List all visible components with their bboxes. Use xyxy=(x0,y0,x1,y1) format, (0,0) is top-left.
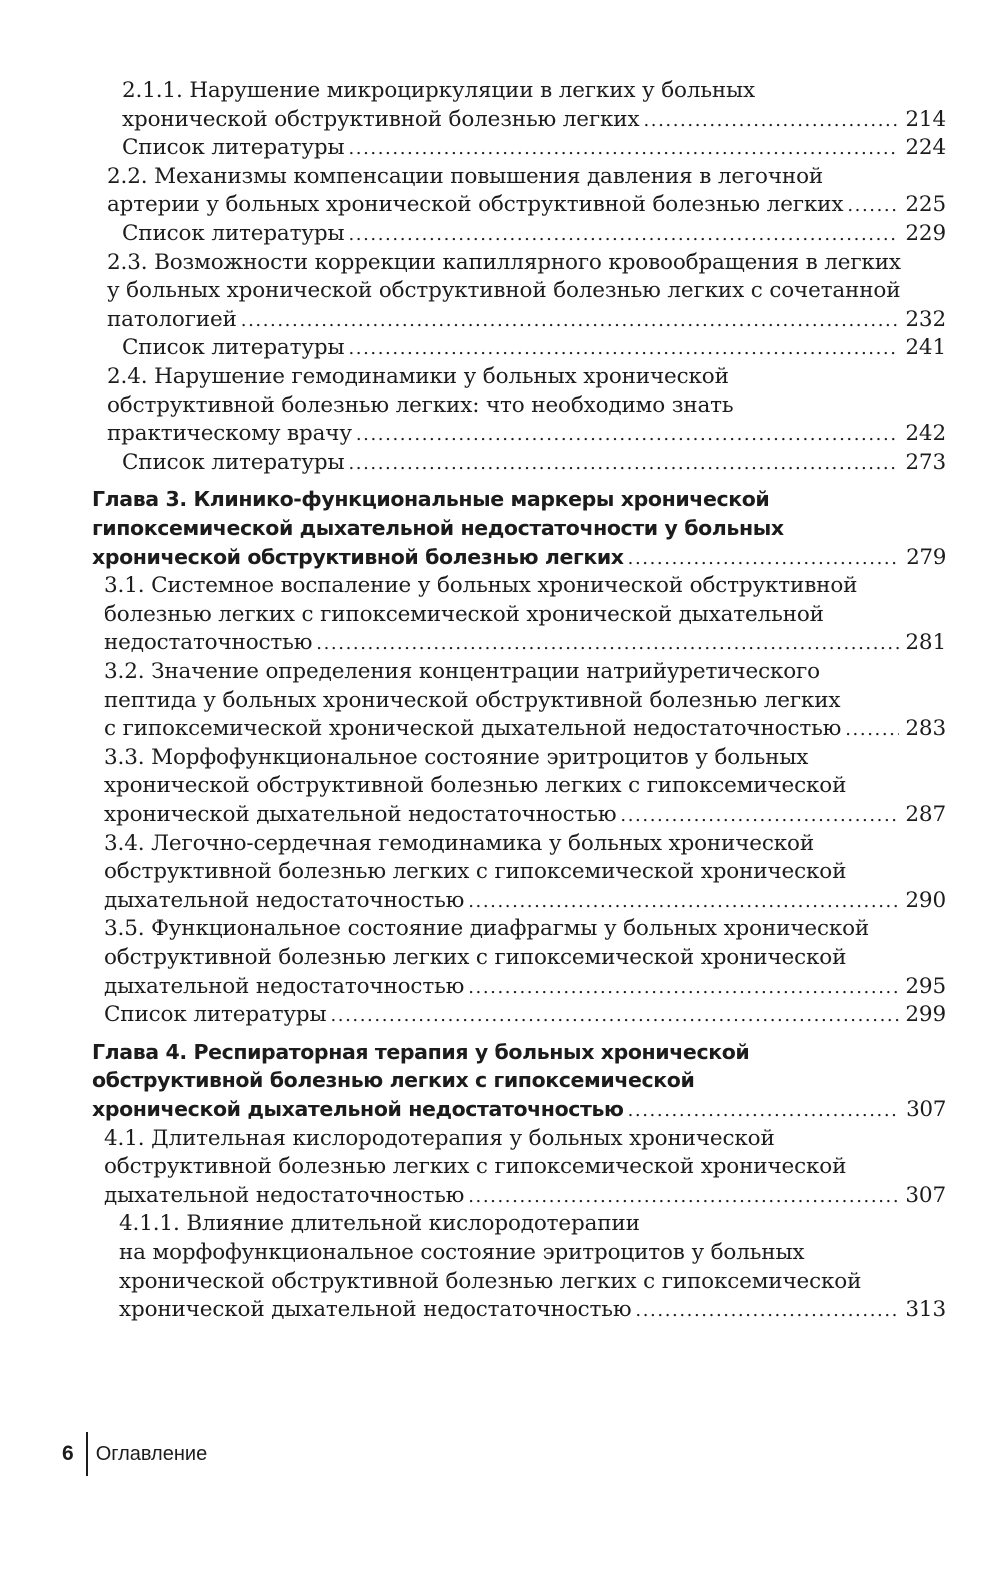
toc-page-number: 224 xyxy=(905,135,946,161)
toc-entry-text: 3.2. Значение определения концентрации натрийуретического xyxy=(104,659,820,684)
toc-entry-last-line xyxy=(107,419,946,448)
toc-entry-text: 2.1.1. Нарушение микроциркуляции в легких у больных xyxy=(122,78,755,103)
toc-page-number: 313 xyxy=(905,1297,946,1323)
toc-entry-text: Список литературы xyxy=(122,449,345,475)
page-number: 6 xyxy=(62,1442,74,1465)
toc-entry-text: артерии у больных хронической обструктивной болезнью легких xyxy=(107,192,844,218)
toc-entry-text: Список литературы xyxy=(104,1002,327,1028)
dot-leader xyxy=(628,1096,901,1125)
toc-entry-text: 3.5. Функциональное состояние диафрагмы у больных хронической xyxy=(104,916,870,942)
toc-entry-text: практическому врачу xyxy=(107,421,352,447)
toc-page-number: 225 xyxy=(905,192,946,218)
toc-page-number: 242 xyxy=(905,421,946,447)
dot-leader xyxy=(348,134,899,163)
toc-entry-last-line xyxy=(122,333,946,362)
toc-entry-text: 3.3. Морфофункциональное состояние эритроцитов у больных xyxy=(104,744,809,770)
toc-entry-text: Глава 3. Клинико-функциональные маркеры хронической xyxy=(92,487,770,512)
dot-leader xyxy=(468,973,899,1002)
toc-entry-text: хронической обструктивной болезнью легких xyxy=(92,544,624,569)
toc-entry-text: хронической обструктивной болезнью легких xyxy=(122,106,640,132)
toc-entry-text: обструктивной болезнью легких: что необходимо знать xyxy=(107,392,734,418)
toc-page-number: 307 xyxy=(905,1182,946,1208)
toc-entry-text: Глава 4. Респираторная терапия у больных хронической xyxy=(92,1039,750,1064)
toc-page-number: 232 xyxy=(905,306,946,332)
toc-entry-text: 2.4. Нарушение гемодинамики у больных хронической xyxy=(107,364,729,389)
toc-entry-last-line xyxy=(104,1181,946,1210)
toc-entry-text: пептида у больных хронической обструктивной болезнью легких xyxy=(104,687,841,713)
dot-leader xyxy=(348,334,899,363)
page-footer xyxy=(62,1432,207,1476)
dot-leader xyxy=(468,1182,899,1211)
dot-leader xyxy=(356,420,900,449)
toc-entry-text: болезнью легких с гипоксемической хронической дыхательной xyxy=(104,601,824,627)
toc-entry-text: хронической обструктивной болезнью легких с гипоксемической xyxy=(104,773,847,799)
toc-page-number: 307 xyxy=(906,1097,946,1122)
toc-entry-text: дыхательной недостаточностью xyxy=(104,887,465,913)
toc-entry-last-line xyxy=(122,219,946,248)
toc-page-number: 299 xyxy=(905,1002,946,1028)
toc-entry-text: 4.1. Длительная кислородотерапия у больных хронической xyxy=(104,1125,775,1151)
toc-entry-text: обструктивной болезнью легких с гипоксемической хронической xyxy=(104,859,847,885)
dot-leader xyxy=(643,106,899,135)
toc-entry-text: хронической дыхательной недостаточностью xyxy=(92,1097,624,1121)
toc-entry-last-line xyxy=(104,886,946,915)
toc-page-number: 229 xyxy=(905,221,946,246)
dot-leader xyxy=(620,801,899,830)
toc-entry-last-line xyxy=(104,972,946,1001)
toc-entry-text: обструктивной болезнью легких с гипоксемической хронической xyxy=(104,945,847,970)
running-title: Оглавление xyxy=(95,1442,208,1465)
toc-page-number: 295 xyxy=(905,973,946,999)
toc-entry-text: обструктивной болезнью легких с гипоксемической хронической xyxy=(104,1154,847,1180)
toc-entry-last-line xyxy=(104,714,946,743)
dot-leader xyxy=(468,887,899,916)
toc-page-number: 279 xyxy=(906,544,946,570)
toc-page-number: 287 xyxy=(905,802,946,827)
toc-page-number: 214 xyxy=(905,106,946,132)
toc-page-number: 283 xyxy=(905,716,946,742)
dot-leader xyxy=(348,449,899,478)
toc-entry-text: обструктивной болезнью легких с гипоксемической xyxy=(92,1068,695,1093)
toc-entry-last-line xyxy=(107,305,946,334)
toc-page-number: 241 xyxy=(905,335,946,361)
dot-leader xyxy=(845,715,899,744)
dot-leader xyxy=(628,544,901,573)
toc-entry-text: 3.1. Системное воспаление у больных хронической обструктивной xyxy=(104,573,858,599)
toc-page-number: 281 xyxy=(905,630,946,656)
toc-entry-text: хронической обструктивной болезнью легких с гипоксемической xyxy=(119,1268,862,1294)
dot-leader xyxy=(847,191,899,220)
dot-leader xyxy=(330,1001,899,1030)
dot-leader xyxy=(241,306,900,335)
toc-entry-text: Список литературы xyxy=(122,135,345,161)
toc-entry-text: Список литературы xyxy=(122,221,345,246)
toc-entry-last-line xyxy=(122,105,946,134)
dot-leader xyxy=(635,1296,899,1325)
toc-entry-text: недостаточностью xyxy=(104,630,313,656)
toc-entry-text: 2.2. Механизмы компенсации повышения давления в легочной xyxy=(107,163,824,189)
toc-entry-last-line xyxy=(92,543,946,572)
toc-entry-text: 3.4. Легочно-сердечная гемодинамика у больных хронической xyxy=(104,830,815,856)
toc-entry-text: дыхательной недостаточностью xyxy=(104,973,465,999)
toc-entry-text: хронической дыхательной недостаточностью xyxy=(104,802,617,827)
toc-page-number: 273 xyxy=(905,449,946,475)
toc-entry-text: Список литературы xyxy=(122,335,345,361)
toc-entry-text: на морфофункциональное состояние эритроцитов у больных xyxy=(119,1240,805,1265)
toc-entry-last-line xyxy=(104,628,946,657)
toc-entry-last-line xyxy=(104,800,946,829)
toc-entry-last-line xyxy=(107,190,946,219)
toc-entry-text: с гипоксемической хронической дыхательной недостаточностью xyxy=(104,716,842,742)
toc-entry-text: у больных хронической обструктивной болезнью легких с сочетанной xyxy=(107,278,901,304)
toc-entry-text: 4.1.1. Влияние длительной кислородотерапии xyxy=(119,1211,640,1237)
toc-entry-last-line xyxy=(122,448,946,477)
toc-entry-text: 2.3. Возможности коррекции капиллярного кровообращения в легких xyxy=(107,249,901,275)
footer-divider xyxy=(86,1432,88,1476)
dot-leader xyxy=(348,220,899,249)
toc-entry-last-line xyxy=(92,1095,946,1124)
toc-entry-text: гипоксемической дыхательной недостаточности у больных xyxy=(92,516,784,540)
toc-entry-text: дыхательной недостаточностью xyxy=(104,1182,465,1208)
toc-entry-text: хронической дыхательной недостаточностью xyxy=(119,1297,632,1323)
dot-leader xyxy=(316,629,899,658)
toc-entry-last-line xyxy=(104,1000,946,1029)
toc-entry-last-line xyxy=(119,1295,946,1324)
toc-entry-last-line xyxy=(122,133,946,162)
toc-entry-text: патологией xyxy=(107,306,237,332)
toc-page-number: 290 xyxy=(905,887,946,913)
